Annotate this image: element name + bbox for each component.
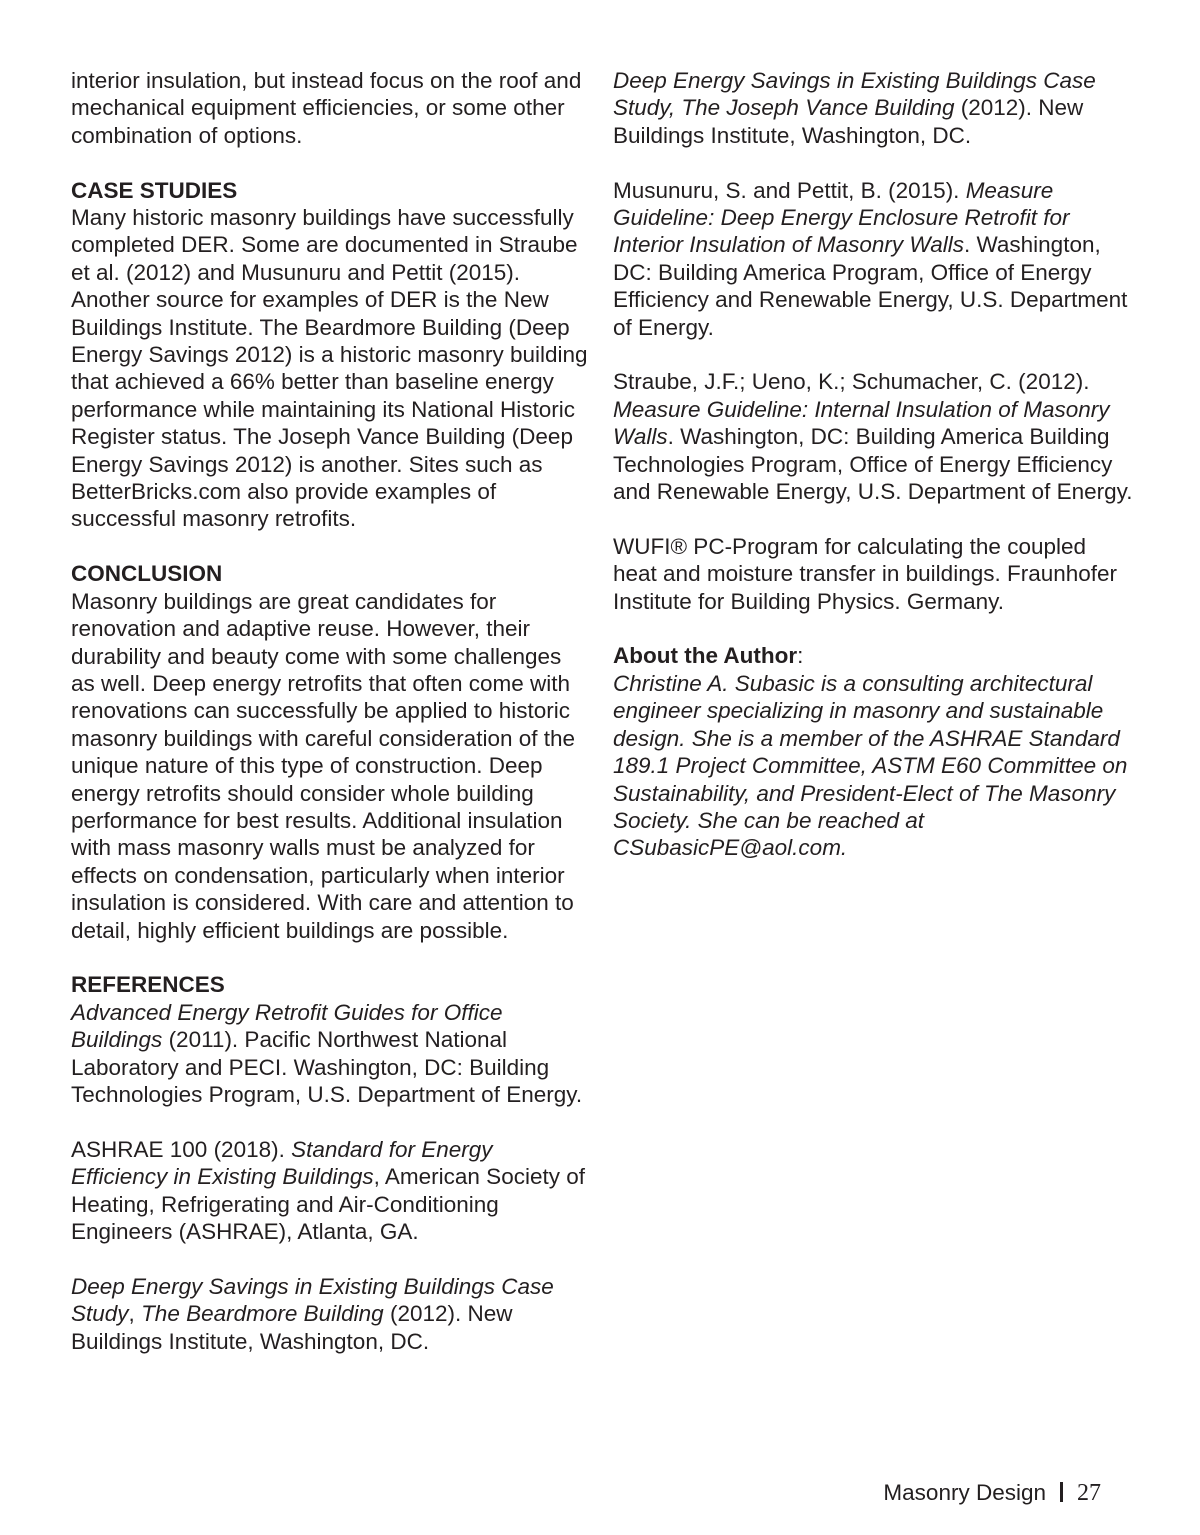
page-footer xyxy=(883,1480,1101,1507)
references-heading: REFERENCES xyxy=(71,972,225,998)
reference-entry: Deep Energy Savings in Existing Buildings Case Study, The Beardmore Building (2012). New Buildings Institute, Washington, DC. xyxy=(71,1273,554,1354)
reference-subtitle: The Beardmore Building xyxy=(141,1301,384,1327)
page-number: 27 xyxy=(1077,1480,1101,1506)
publication-name: Masonry Design xyxy=(883,1480,1046,1505)
about-author-body: Christine A. Subasic is a consulting architectural engineer specializing in masonry and sustainable design. She is a member of the ASHRAE Standard 189.1 Project Committee, ASTM E60 Committee on Sustainability, and President-Elect of The Masonry Society. She can be reached at CSubasicPE@aol.com. xyxy=(613,670,1128,861)
conclusion-body: Masonry buildings are great candidates for renovation and adaptive reuse. However, their durability and beauty come with some challenges as well. Deep energy retrofits that often come with renovations can successfully be applied to historic masonry buildings with careful consideration of the unique nature of this type of construction. Deep energy retrofits should consider whole building performance for best results. Additional insulation with mass masonry walls must be analyzed for effects on condensation, particularly when interior insulation is considered. With care and attention to detail, highly efficient buildings are possible. xyxy=(71,588,576,943)
reference-title: Measure Guideline: Deep Energy Enclosure Retrofit for Interior Insulation of Masonry Walls xyxy=(613,177,1070,258)
left-column xyxy=(71,67,591,1382)
about-author-section: About the Author: Christine A. Subasic is a consulting architectural engineer specializing in masonry and sustainable design. She is a member of the ASHRAE Standard 189.1 Project Committee, ASTM E60 Committee on Sustainability, and President-Elect of The Masonry Society. She can be reached at CSubasicPE@aol.com. xyxy=(613,642,1133,861)
intro-paragraph: interior insulation, but instead focus on the roof and mechanical equipment efficiencies, or some other combination of options. xyxy=(71,68,582,148)
footer-divider xyxy=(1060,1482,1063,1502)
reference-title: Measure Guideline: Internal Insulation of Masonry Walls xyxy=(613,396,1110,450)
reference-entry: Advanced Energy Retrofit Guides for Office Buildings (2011). Pacific Northwest National Laboratory and PECI. Washington, DC: Building Technologies Program, U.S. Department of Energy. xyxy=(71,999,583,1107)
reference-title: Deep Energy Savings in Existing Buildings Case Study xyxy=(71,1273,554,1327)
reference-title: Deep Energy Savings in Existing Buildings Case Study, The Joseph Vance Building xyxy=(613,68,1096,121)
reference-title: Advanced Energy Retrofit Guides for Office Buildings xyxy=(71,999,503,1053)
reference-entry: Straube, J.F.; Ueno, K.; Schumacher, C. (2012). Measure Guideline: Internal Insulation of Masonry Walls. Washington, DC: Building America Building Technologies Program, Office of Energy Efficiency and Renewable Energy, U.S. Department of Energy. xyxy=(613,369,1133,505)
reference-entry: WUFI® PC-Program for calculating the coupled heat and moisture transfer in buildings. Fraunhofer Institute for Building Physics. Germany. xyxy=(613,533,1118,614)
right-column xyxy=(613,67,1133,862)
conclusion-section xyxy=(71,560,591,944)
case-studies-body: Many historic masonry buildings have successfully completed DER. Some are documented in Straube et al. (2012) and Musunuru and Pettit (2015). Another source for examples of DER is the New Buildings Institute. The Beardmore Building (Deep Energy Savings 2012) is a historic masonry building that achieved a 66% better than baseline energy performance while maintaining its National Historic Register status. The Joseph Vance Building (Deep Energy Savings 2012) is another. Sites such as BetterBricks.com also provide examples of successful masonry retrofits. xyxy=(71,205,588,532)
case-studies-section xyxy=(71,177,591,533)
reference-entry: Musunuru, S. and Pettit, B. (2015). Measure Guideline: Deep Energy Enclosure Retrofit for Interior Insulation of Masonry Walls. Washington, DC: Building America Program, Office of Energy Efficiency and Renewable Energy, U.S. Department of Energy. xyxy=(613,177,1128,340)
reference-entry: ASHRAE 100 (2018). Standard for Energy Efficiency in Existing Buildings, American Society of Heating, Refrigerating and Air-Conditioning Engineers (ASHRAE), Atlanta, GA. xyxy=(71,1136,585,1244)
conclusion-heading: CONCLUSION xyxy=(71,561,223,587)
case-studies-heading: CASE STUDIES xyxy=(71,177,238,203)
about-author-heading: About the Author xyxy=(613,643,798,669)
reference-title: Standard for Energy Efficiency in Existing Buildings xyxy=(71,1136,493,1190)
reference-entry: Deep Energy Savings in Existing Buildings Case Study, The Joseph Vance Building (2012). New Buildings Institute, Washington, DC. xyxy=(613,68,1096,148)
